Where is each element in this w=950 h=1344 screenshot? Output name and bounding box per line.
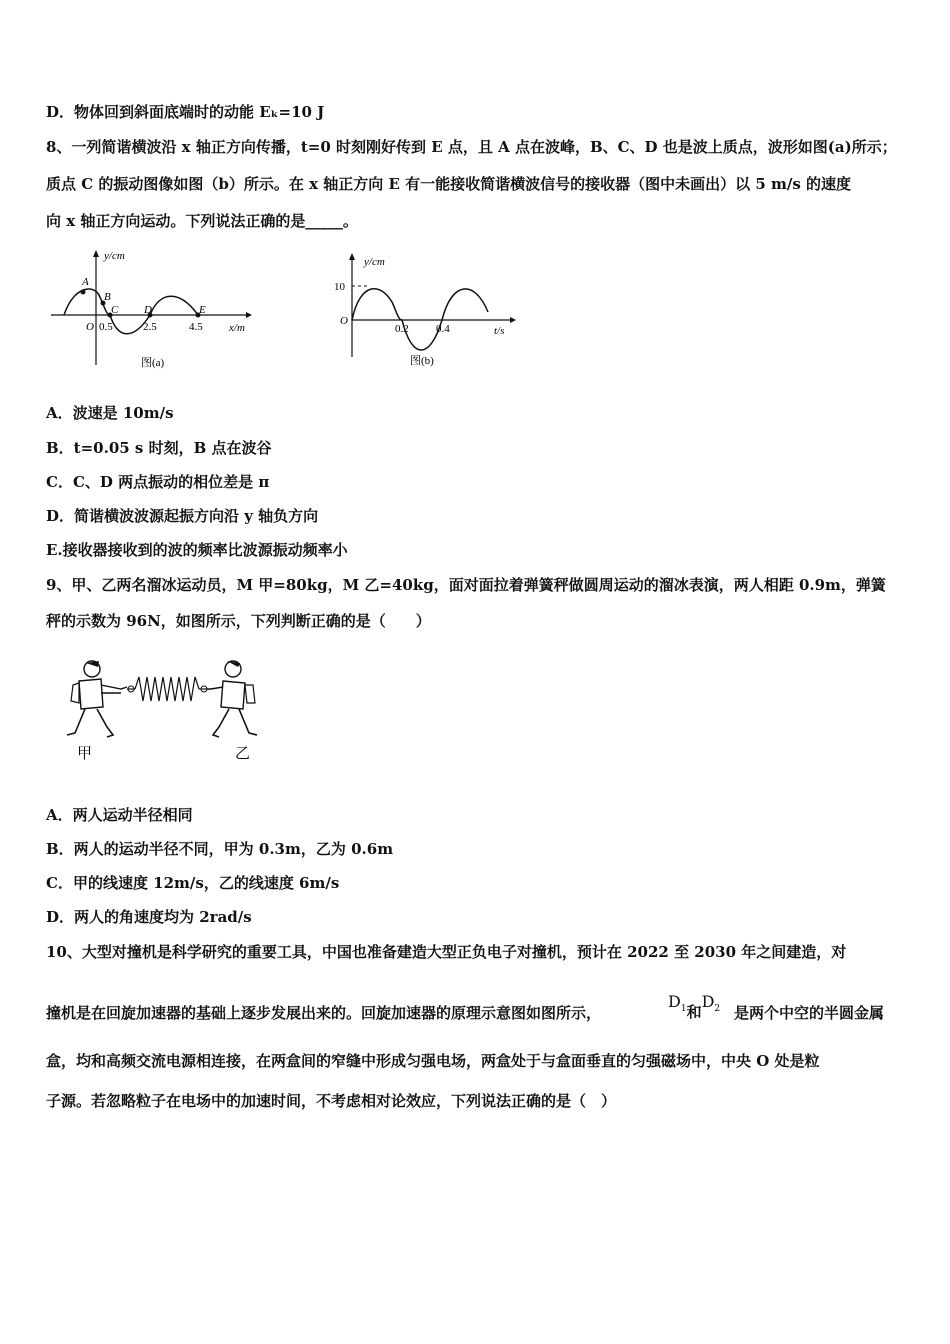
q8-option-d: D．简谐横波波源起振方向沿 y 轴负方向 [46, 507, 319, 525]
fig-b-tick-0.4: 0.4 [436, 323, 450, 335]
fig-a-label-a: A [82, 276, 89, 288]
q10-stem-line1: 10、大型对撞机是科学研究的重要工具，中国也准备建造大型正负电子对撞机，预计在 2022 至 2030 年之间建造，对 [46, 943, 847, 961]
d2-subscript: 2 [714, 1004, 721, 1015]
and-text: 和 [686, 1003, 702, 1021]
q10-stem-line2-end: 是两个中空的半圆金属 [734, 1004, 885, 1022]
fig-a-tick-4.5: 4.5 [189, 321, 203, 333]
fig-a-caption: 图(a) [141, 357, 165, 369]
figure-b-vibration-graph [330, 252, 520, 372]
skater-label-yi: 乙 [235, 746, 251, 762]
fig-a-origin: O [86, 321, 94, 333]
q8-option-b: B．t=0.05 s 时刻，B 点在波谷 [46, 439, 272, 457]
q10-stem-line4: 子源。若忽略粒子在电场中的加速时间，不考虑相对论效应，下列说法正确的是（ ） [46, 1092, 617, 1110]
q8-option-c: C．C、D 两点振动的相位差是 π [46, 473, 270, 491]
q8-stem-line2: 质点 C 的振动图像如图（b）所示。在 x 轴正方向 E 有一能接收简谐横波信号的接收器（图中未画出）以 5 m/s 的速度 [46, 175, 852, 193]
fig-b-caption: 图(b) [410, 355, 434, 367]
d1-symbol: D [668, 992, 681, 1011]
q9-option-d: D．两人的角速度均为 2rad/s [46, 908, 252, 926]
figure-a-wave-graph [46, 245, 256, 375]
q10-stem-line2: 撞机是在回旋加速器的基础上逐步发展出来的。回旋加速器的原理示意图如图所示， [46, 1004, 602, 1022]
q8-option-a: A．波速是 10m/s [46, 404, 174, 422]
fig-b-xlabel: t/s [494, 325, 505, 337]
fig-b-tick-0.2: 0.2 [395, 323, 409, 335]
fig-a-ylabel: y/cm [104, 250, 125, 262]
q9-option-b: B．两人的运动半径不同，甲为 0.3m，乙为 0.6m [46, 840, 394, 858]
fig-a-tick-2.5: 2.5 [143, 321, 157, 333]
fig-a-tick-0.5: 0.5 [99, 321, 113, 333]
q8-option-e: E.接收器接收到的波的频率比波源振动频率小 [46, 541, 348, 559]
skater-label-jia: 甲 [77, 746, 93, 762]
fig-a-label-b: B [104, 291, 111, 303]
q7-option-d: D．物体回到斜面底端时的动能 Eₖ=10 J [46, 103, 325, 121]
fig-b-ylabel: y/cm [364, 256, 385, 268]
figure-skaters-spring-scale [55, 655, 275, 767]
fig-a-label-d: D [144, 304, 152, 316]
q9-stem-line2: 秤的示数为 96N，如图所示，下列判断正确的是（ ） [46, 612, 431, 630]
d2-symbol: D [701, 992, 715, 1011]
q9-option-c: C．甲的线速度 12m/s，乙的线速度 6m/s [46, 874, 340, 892]
point-a-dot [81, 290, 86, 295]
fig-b-origin: O [340, 315, 348, 327]
q9-stem-line1: 9、甲、乙两名溜冰运动员，M 甲=80kg，M 乙=40kg，面对面拉着弹簧秤做圆周运动的溜冰表演，两人相距 0.9m，弹簧 [46, 576, 886, 594]
q9-option-a: A．两人运动半径相同 [46, 806, 193, 824]
q10-stem-line3: 盒，均和高频交流电源相连接，在两盒间的窄缝中形成匀强电场，两盒处于与盒面垂直的匀强磁场中，中央 O 处是粒 [46, 1052, 820, 1070]
q8-stem-line1: 8、一列简谐横波沿 x 轴正方向传播，t=0 时刻刚好传到 E 点，且 A 点在波峰，B、C、D 也是波上质点，波形如图(a)所示； [46, 138, 897, 156]
d1-d2-symbols [668, 992, 720, 1019]
d1-subscript: 1 [680, 1004, 687, 1015]
fig-a-xlabel: x/m [229, 322, 245, 334]
fig-a-label-c: C [111, 304, 119, 316]
q8-stem-line3: 向 x 轴正方向运动。下列说法正确的是_____。 [46, 212, 358, 230]
fig-a-label-e: E [199, 304, 206, 316]
fig-b-ytick-10: 10 [334, 281, 345, 293]
